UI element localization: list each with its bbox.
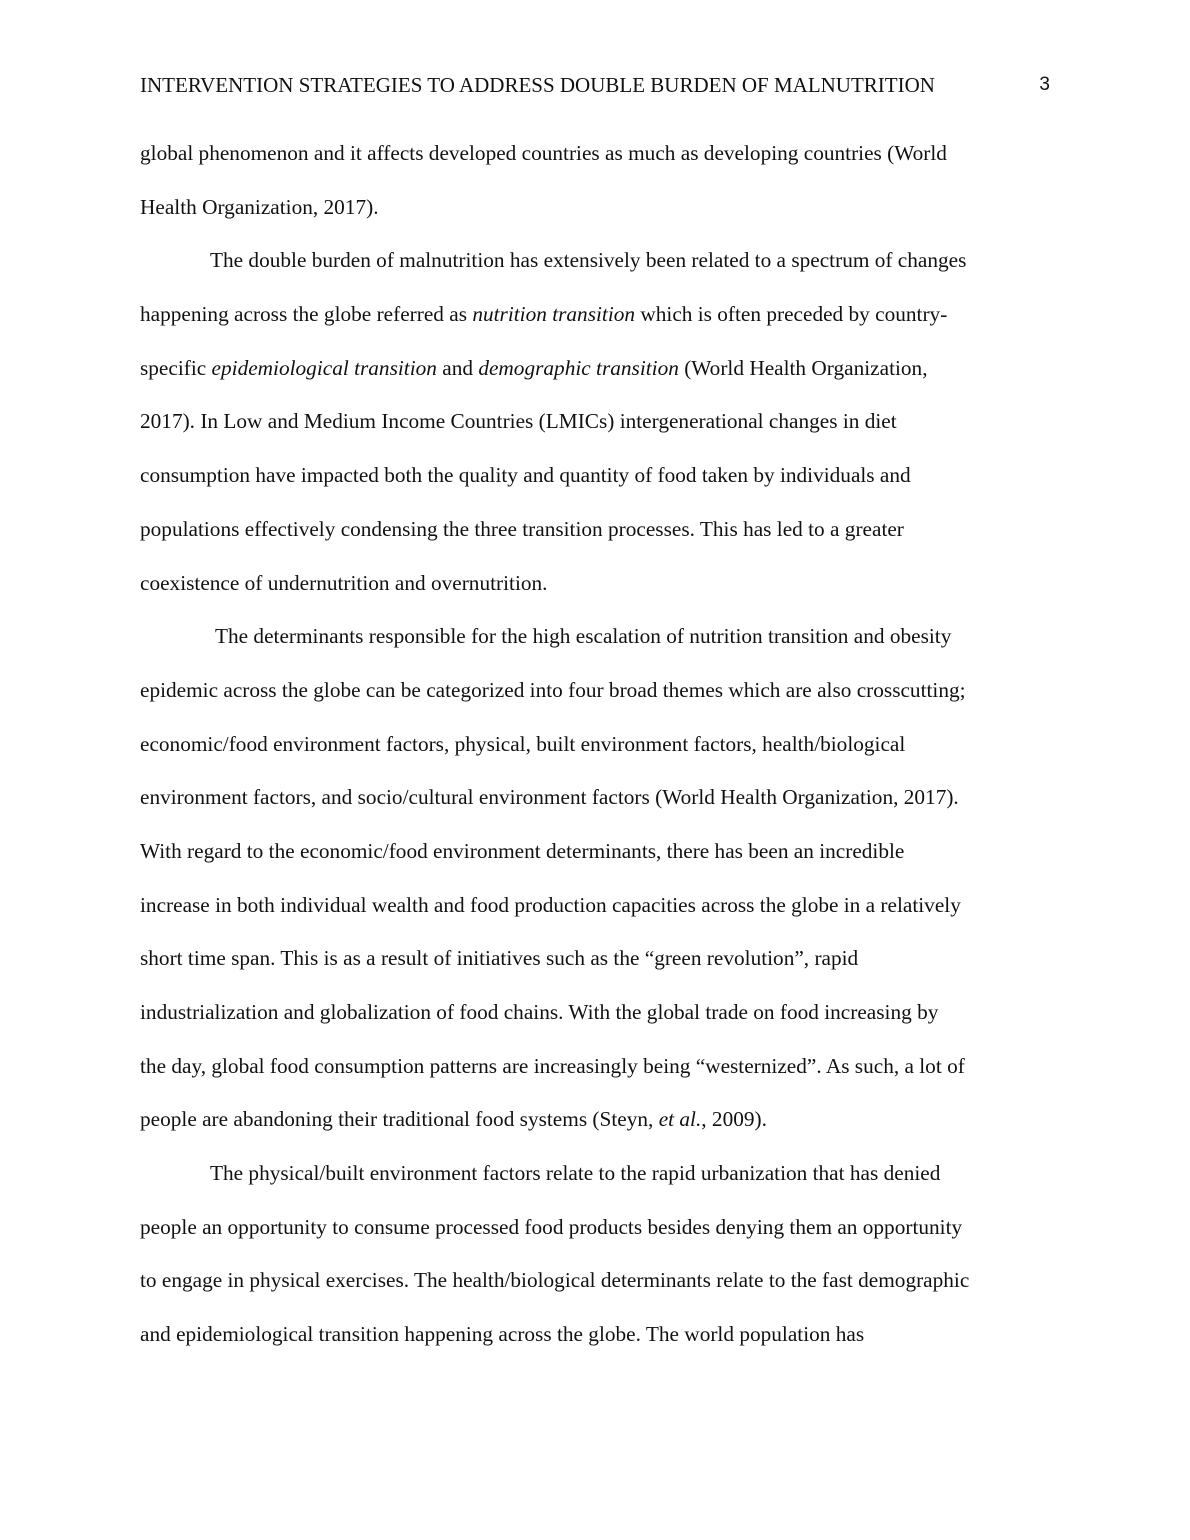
text-run: increase in both individual wealth and food production capacities across the globe in a relatively [140,892,961,917]
italic-term: nutrition transition [472,302,636,327]
text-run: and epidemiological transition happening across the globe. The world population has [140,1322,865,1347]
text-run: The double burden of malnutrition has extensively been related to a spectrum of changes [210,248,967,273]
text-run: to engage in physical exercises. The health/biological determinants relate to the fast demographic [140,1268,970,1293]
text-run: specific [140,355,212,380]
body-text [140,127,1060,1362]
paragraph-first-line [140,234,1060,288]
running-title: INTERVENTION STRATEGIES TO ADDRESS DOUBLE BURDEN OF MALNUTRITION [140,73,935,97]
text-line [140,181,1060,235]
text-run: global phenomenon and it affects developed countries as much as developing countries (World [140,141,947,165]
text-line [140,1308,1060,1362]
text-run: With regard to the economic/food environment determinants, there has been an incredible [140,838,905,863]
text-line [140,825,1060,879]
text-run: people are abandoning their traditional food systems (Steyn, [140,1107,659,1132]
text-line [140,771,1060,825]
text-run: coexistence of undernutrition and overnutrition. [140,570,548,595]
running-header [140,70,1050,100]
text-run: The determinants responsible for the high escalation of nutrition transition and obesity [215,624,952,649]
text-run: , 2009). [701,1107,767,1132]
text-run: the day, global food consumption patterns are increasingly being “westernized”. As such, a lot of [140,1053,965,1078]
text-run: happening across the globe referred as [140,302,473,327]
text-line [140,449,1060,503]
text-run: 2017). In Low and Medium Income Countries (LMICs) intergenerational changes in diet [140,409,897,434]
text-line [140,664,1060,718]
text-run: and [436,355,479,380]
text-run: industrialization and globalization of food chains. With the global trade on food increasing by [140,1000,939,1024]
text-run: consumption have impacted both the quality and quantity of food taken by individuals and [140,463,911,488]
text-run: short time span. This is as a result of initiatives such as the “green revolution”, rapid [140,946,859,971]
text-line [140,1040,1060,1094]
text-run: environment factors, and socio/cultural environment factors (World Health Organization, 2017). [140,785,959,810]
text-line [140,986,1060,1040]
text-line [140,288,1060,342]
text-run: people an opportunity to consume processed food products besides denying them an opportunity [140,1214,963,1239]
text-line [140,879,1060,933]
text-line [140,557,1060,611]
text-run: The physical/built environment factors relate to the rapid urbanization that has denied [210,1161,941,1186]
italic-term: epidemiological transition [211,355,437,380]
text-line [140,127,1060,181]
text-run: populations effectively condensing the three transition processes. This has led to a greater [140,516,904,541]
text-run: which is often preceded by country- [635,302,948,327]
italic-term: et al. [658,1107,702,1132]
text-run: Health Organization, 2017). [140,194,379,219]
text-line [140,342,1060,396]
text-line [140,718,1060,772]
text-line [140,1201,1060,1255]
text-run: epidemic across the globe can be categorized into four broad themes which are also crosscutting; [140,677,966,702]
text-line [140,1093,1060,1147]
text-line [140,932,1060,986]
text-run: (World Health Organization, [678,355,928,380]
text-line [140,395,1060,449]
text-line [140,503,1060,557]
text-run: economic/food environment factors, physical, built environment factors, health/biological [140,731,906,756]
paragraph-first-line [140,1147,1060,1201]
page-number: 3 [1039,74,1050,95]
paragraph-first-line [140,610,1060,664]
text-line [140,1254,1060,1308]
italic-term: demographic transition [478,355,679,380]
